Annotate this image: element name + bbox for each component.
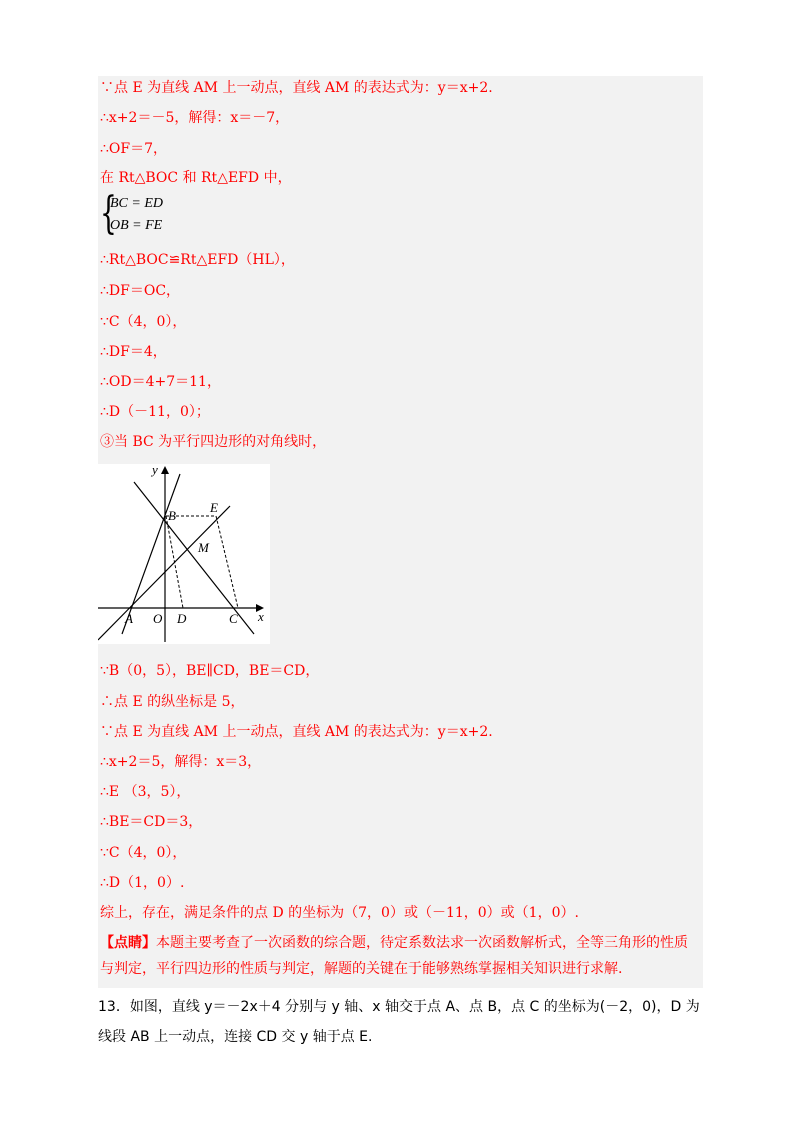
comment-body: 本题主要考查了一次函数的综合题，待定系数法求一次函数解析式，全等三角形的性质与判定，平行四边形的性质与判定，解题的关键在于能够熟练掌握相关知识进行求解. bbox=[100, 935, 688, 977]
solution-line: ∴x+2＝5，解得：x＝3， bbox=[100, 754, 262, 770]
comment-paragraph bbox=[100, 930, 700, 982]
solution-line: ∴DF＝4， bbox=[100, 344, 167, 360]
solution-line: ∴DF＝OC， bbox=[100, 283, 181, 299]
label-d: D bbox=[177, 611, 187, 626]
solution-line: ∴Rt△BOC≌Rt△EFD（HL）， bbox=[100, 252, 295, 268]
solution-line: ∴x+2＝－5，解得：x＝－7， bbox=[100, 110, 290, 126]
solution-line: ∵点 E 为直线 AM 上一动点，直线 AM 的表达式为：y＝x+2. bbox=[100, 80, 493, 96]
line-ab bbox=[122, 474, 180, 634]
solution-line: 在 Rt△BOC 和 Rt△EFD 中， bbox=[100, 170, 292, 186]
segment-bd bbox=[166, 516, 183, 608]
solution-line: ∵点 E 为直线 AM 上一动点，直线 AM 的表达式为：y＝x+2. bbox=[100, 724, 493, 740]
label-m: M bbox=[198, 540, 209, 555]
segment-ec bbox=[216, 516, 238, 608]
label-c: C bbox=[229, 611, 238, 626]
label-y: y bbox=[152, 464, 158, 477]
coordinate-diagram bbox=[98, 464, 270, 644]
line-am bbox=[98, 506, 230, 640]
conclusion-line: 综上，存在，满足条件的点 D 的坐标为（7，0）或（－11，0）或（1，0）. bbox=[100, 905, 579, 921]
label-e: E bbox=[210, 500, 218, 515]
equation-1: BC = ED bbox=[110, 196, 163, 211]
geometry-figure bbox=[98, 464, 270, 644]
label-b: B bbox=[168, 508, 176, 523]
label-a: A bbox=[125, 611, 133, 626]
equation-2: OB = FE bbox=[110, 218, 163, 233]
problem-13-line-2: 线段 AB 上一动点，连接 CD 交 y 轴于点 E. bbox=[98, 1029, 373, 1045]
solution-line: ∴BE＝CD＝3， bbox=[100, 814, 203, 830]
label-x: x bbox=[258, 609, 264, 624]
label-o: O bbox=[153, 611, 163, 626]
solution-line: ③当 BC 为平行四边形的对角线时， bbox=[100, 434, 327, 450]
solution-line: ∵C（4，0）， bbox=[100, 845, 187, 861]
solution-line: ∴OF＝7， bbox=[100, 141, 168, 157]
solution-line: ∴点 E 的纵坐标是 5， bbox=[100, 694, 245, 710]
solution-line: ∵B（0，5），BE∥CD，BE＝CD， bbox=[100, 663, 320, 679]
solution-line: ∴OD＝4+7＝11， bbox=[100, 374, 221, 390]
solution-line: ∴E （3，5）， bbox=[100, 784, 191, 800]
y-axis-arrow-icon bbox=[161, 466, 169, 474]
comment-tag: 【点睛】 bbox=[100, 935, 156, 951]
equation-system bbox=[100, 188, 180, 239]
solution-line: ∴D（1，0）. bbox=[100, 875, 185, 891]
problem-13-line-1: 13．如图，直线 y＝－2x＋4 分别与 y 轴、x 轴交于点 A、点 B，点 C 的坐标为(－2，0)，D 为 bbox=[98, 999, 700, 1015]
solution-line: ∵C（4，0）， bbox=[100, 314, 187, 330]
solution-line: ∴D（－11，0）； bbox=[100, 404, 210, 420]
brace-icon: { bbox=[100, 188, 117, 239]
